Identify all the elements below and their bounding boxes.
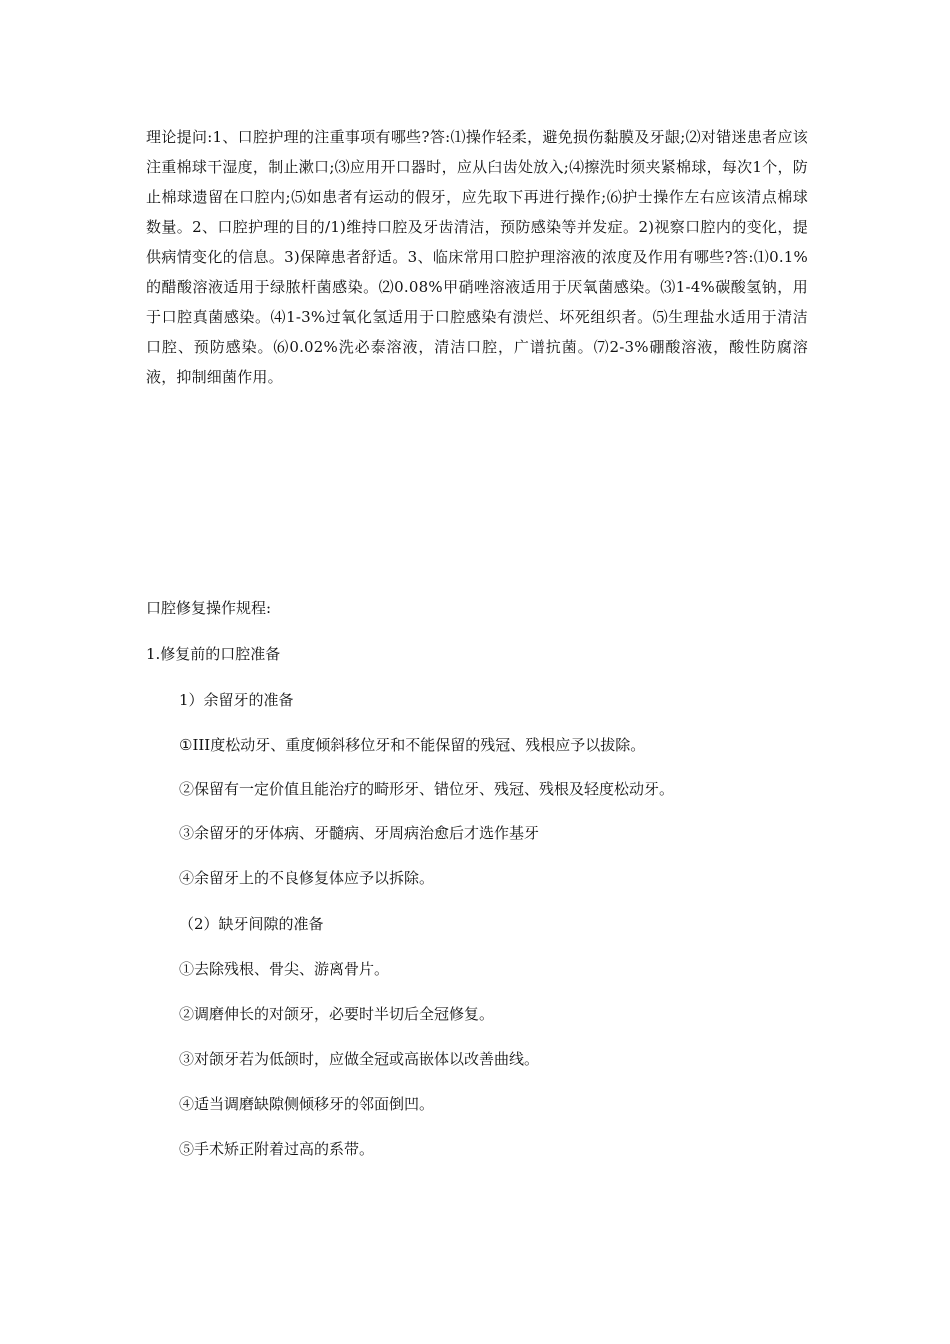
list-item: ④余留牙上的不良修复体应予以拆除。 <box>179 869 435 887</box>
list-item: ③对颌牙若为低颌时，应做全冠或高嵌体以改善曲线。 <box>179 1050 540 1068</box>
list-item: ③余留牙的牙体病、牙髓病、牙周病治愈后才选作基牙 <box>179 824 540 842</box>
list-item: ①III度松动牙、重度倾斜移位牙和不能保留的残冠、残根应予以拔除。 <box>179 736 646 754</box>
procedure-title: 口腔修复操作规程: <box>146 599 272 617</box>
theory-paragraph: 理论提问:1、口腔护理的注重事项有哪些?答:⑴操作轻柔，避免损伤黏膜及牙龈;⑵对错迷患者应该注重棉球干湿度，制止漱口;⑶应用开口器时，应从臼齿处放入;⑷擦洗时须夹紧棉球，每次1个，防止棉球遗留在口腔内;⑸如患者有运动的假牙，应先取下再进行操作;⑹护士操作左右应该清点棉球数量。2、口腔护理的目的/1)维持口腔及牙齿清洁，预防感染等并发症。2)视察口腔内的变化，提供病情变化的信息。3)保障患者舒适。3、临床常用口腔护理溶液的浓度及作用有哪些?答:⑴0.1%的醋酸溶液适用于绿脓杆菌感染。⑵0.08%甲硝唑溶液适用于厌氧菌感染。⑶1-4%碳酸氢钠，用于口腔真菌感染。⑷1-3%过氧化氢适用于口腔感染有溃烂、坏死组织者。⑸生理盐水适用于清洁口腔、预防感染。⑹0.02%洗必泰溶液，清洁口腔，广谱抗菌。⑺2-3%硼酸溶液，酸性防腐溶液，抑制细菌作用。 <box>146 128 808 386</box>
list-item: ②调磨伸长的对颌牙，必要时半切后全冠修复。 <box>179 1005 495 1023</box>
subsection-heading: 1）余留牙的准备 <box>179 691 294 709</box>
section-heading: 1.修复前的口腔准备 <box>146 645 281 663</box>
list-item: ⑤手术矫正附着过高的系带。 <box>179 1140 375 1158</box>
list-item: ①去除残根、骨尖、游离骨片。 <box>179 960 390 978</box>
subsection-heading: （2）缺牙间隙的准备 <box>179 915 324 933</box>
list-item: ②保留有一定价值且能治疗的畸形牙、错位牙、残冠、残根及轻度松动牙。 <box>179 780 675 798</box>
list-item: ④适当调磨缺隙侧倾移牙的邻面倒凹。 <box>179 1095 435 1113</box>
